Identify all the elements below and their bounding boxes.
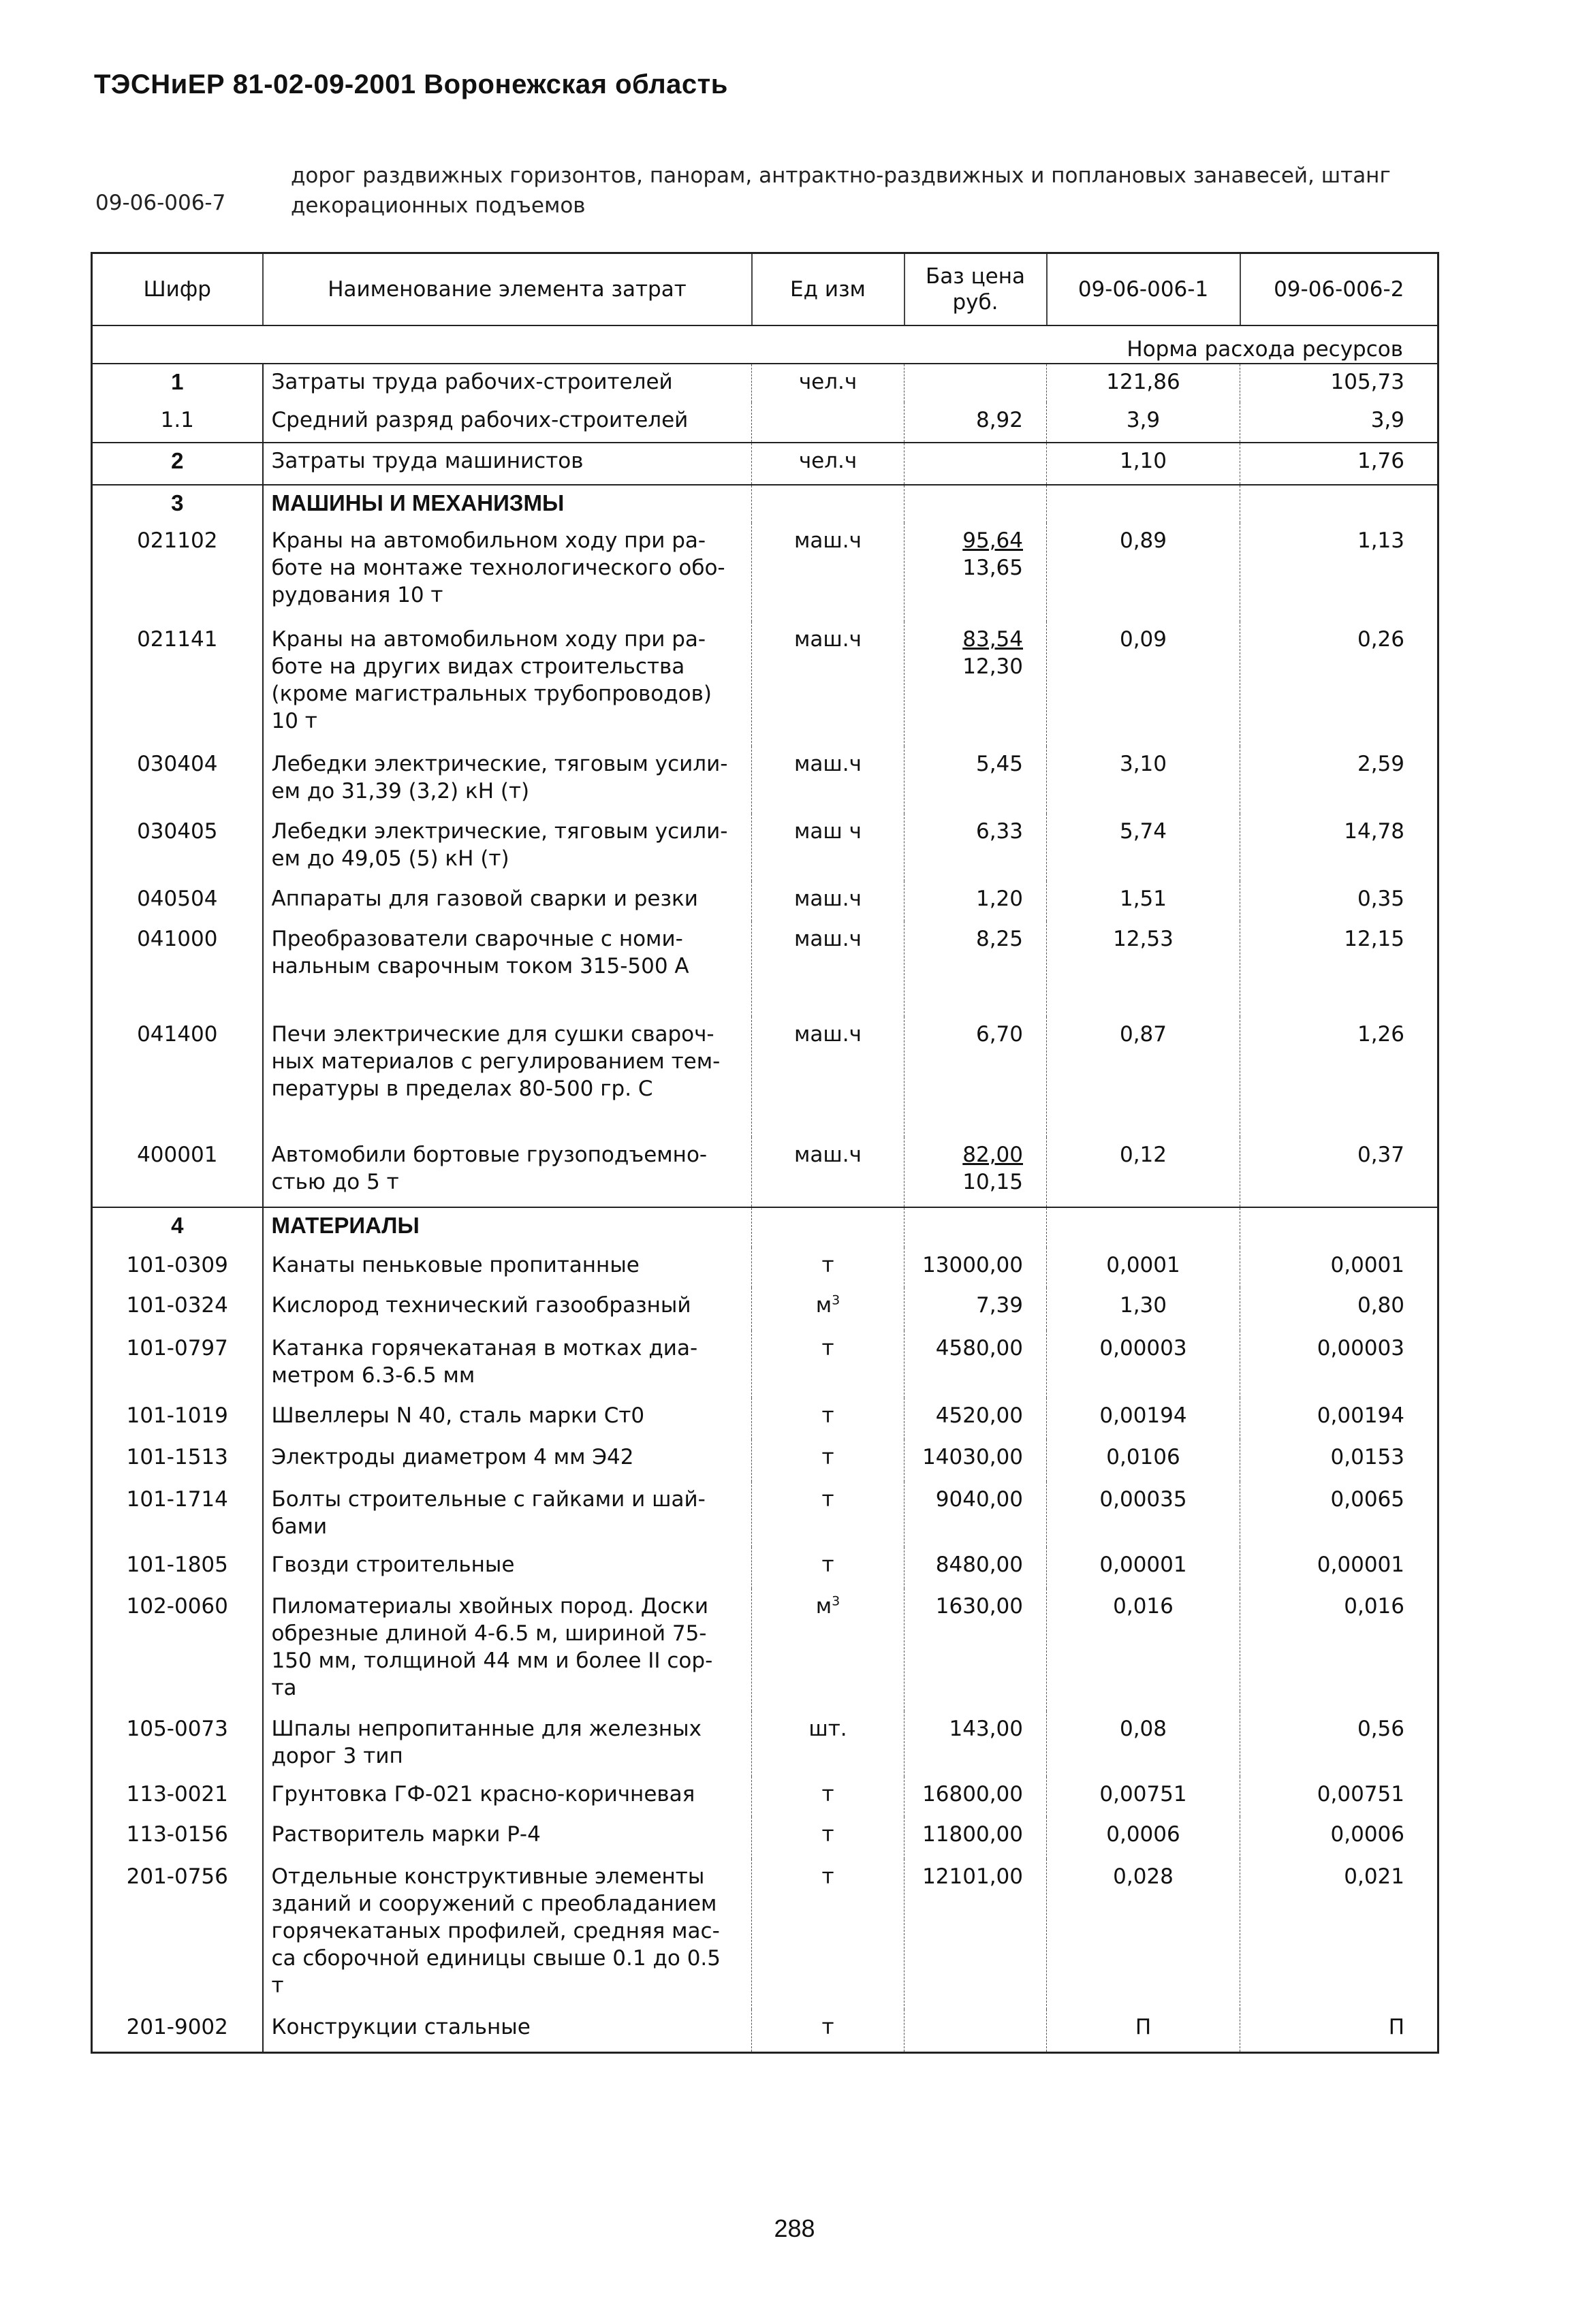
cell-name: Болты строительные с гайками и шай- бами <box>263 1482 752 1547</box>
cell-norm-1: 0,0106 <box>1047 1439 1240 1482</box>
cell-unit <box>752 1017 904 1137</box>
cell-unit-superscript: 3 <box>832 1593 840 1609</box>
cell-price <box>904 1711 1047 1777</box>
cell-price-machinist-wage: 12,30 <box>962 654 1023 679</box>
cell-price-value: 1630,00 <box>935 1594 1023 1619</box>
cell-price <box>904 814 1047 881</box>
cell-name: Швеллеры N 40, сталь марки Ст0 <box>263 1398 752 1439</box>
cell-code: 101-0309 <box>92 1247 263 1288</box>
cell-name: МАТЕРИАЛЫ <box>263 1207 752 1247</box>
cell-unit <box>752 402 904 443</box>
cell-norm-1: 0,00751 <box>1047 1777 1240 1817</box>
table-row <box>92 1817 1438 1859</box>
cell-norm-2: 0,00001 <box>1240 1547 1438 1589</box>
cell-price-value: 6,33 <box>975 819 1023 844</box>
cell-unit <box>752 485 904 523</box>
cell-unit-text: чел.ч <box>798 370 858 394</box>
cell-norm-2: 0,37 <box>1240 1137 1438 1207</box>
cell-price-value: 9040,00 <box>935 1487 1023 1512</box>
cell-code: 113-0156 <box>92 1817 263 1859</box>
cell-norm-2: 0,0065 <box>1240 1482 1438 1547</box>
cell-norm-1 <box>1047 1207 1240 1247</box>
cell-price <box>904 1288 1047 1331</box>
cell-code: 4 <box>92 1207 263 1247</box>
cell-unit <box>752 1777 904 1817</box>
cell-norm-1: 12,53 <box>1047 921 1240 1017</box>
cell-unit-text: маш ч <box>794 819 862 844</box>
cell-unit-text: маш.ч <box>794 1022 862 1047</box>
cell-norm-1: П <box>1047 2009 1240 2052</box>
cell-unit-text: маш.ч <box>794 528 862 553</box>
cell-price <box>904 2009 1047 2052</box>
table-row <box>92 523 1438 622</box>
cell-norm-2: 0,0006 <box>1240 1817 1438 1859</box>
cell-norm-1: 5,74 <box>1047 814 1240 881</box>
cell-price <box>904 1859 1047 2009</box>
column-header-norm-1: 09-06-006-1 <box>1047 253 1240 326</box>
table-row <box>92 1017 1438 1137</box>
table-row <box>92 1711 1438 1777</box>
cell-price <box>904 1207 1047 1247</box>
cell-unit <box>752 814 904 881</box>
cell-norm-1: 0,89 <box>1047 523 1240 622</box>
cell-unit <box>752 2009 904 2052</box>
cell-unit-text: т <box>821 1553 834 1577</box>
cell-norm-2: 1,26 <box>1240 1017 1438 1137</box>
cell-name: Кислород технический газообразный <box>263 1288 752 1331</box>
table-row <box>92 1331 1438 1398</box>
cell-unit-text: т <box>821 2015 834 2039</box>
cell-price <box>904 443 1047 485</box>
cell-price <box>904 364 1047 402</box>
cell-unit <box>752 881 904 921</box>
cell-norm-1: 1,30 <box>1047 1288 1240 1331</box>
cell-norm-2 <box>1240 1207 1438 1247</box>
cell-price <box>904 1398 1047 1439</box>
cell-name: Шпалы непропитанные для железных дорог 3 тип <box>263 1711 752 1777</box>
cell-code: 105-0073 <box>92 1711 263 1777</box>
page-number: 288 <box>774 2214 815 2242</box>
cell-norm-1: 0,00194 <box>1047 1398 1240 1439</box>
cell-norm-1: 0,00001 <box>1047 1547 1240 1589</box>
cell-price-value: 82,00 <box>962 1143 1023 1167</box>
cell-price <box>904 1777 1047 1817</box>
table-header-row <box>92 253 1438 326</box>
table-row <box>92 881 1438 921</box>
table-row <box>92 1859 1438 2009</box>
cell-price-value: 13000,00 <box>922 1253 1023 1277</box>
column-header-code: Шифр <box>92 253 263 326</box>
cell-unit-text: шт. <box>808 1717 847 1741</box>
cell-unit <box>752 1817 904 1859</box>
cell-price-value: 83,54 <box>962 627 1023 652</box>
cell-code: 3 <box>92 485 263 523</box>
cell-price-value: 16800,00 <box>922 1782 1023 1806</box>
cell-price-machinist-wage: 13,65 <box>962 556 1023 580</box>
table-row <box>92 814 1438 881</box>
cell-unit <box>752 1439 904 1482</box>
cell-code: 101-1019 <box>92 1398 263 1439</box>
cell-norm-1: 0,0006 <box>1047 1817 1240 1859</box>
cell-price <box>904 1017 1047 1137</box>
cell-unit-text: т <box>821 1403 834 1428</box>
cell-norm-2 <box>1240 485 1438 523</box>
cell-unit <box>752 746 904 814</box>
cell-price-value: 143,00 <box>949 1717 1023 1741</box>
cell-code: 041000 <box>92 921 263 1017</box>
cell-code: 021141 <box>92 622 263 746</box>
table-row <box>92 1482 1438 1547</box>
document-title: ТЭСНиЕР 81-02-09-2001 Воронежская область <box>94 69 728 99</box>
cell-norm-2: 0,0001 <box>1240 1247 1438 1288</box>
cell-name: Автомобили бортовые грузоподъемно- стью до 5 т <box>263 1137 752 1207</box>
cell-name: Средний разряд рабочих-строителей <box>263 402 752 443</box>
cell-norm-2: 14,78 <box>1240 814 1438 881</box>
cell-norm-1: 0,08 <box>1047 1711 1240 1777</box>
table-row <box>92 2009 1438 2052</box>
table-row <box>92 443 1438 485</box>
cell-norm-2: 0,00751 <box>1240 1777 1438 1817</box>
cell-unit <box>752 1331 904 1398</box>
column-header-norm-2: 09-06-006-2 <box>1240 253 1438 326</box>
cell-norm-1: 121,86 <box>1047 364 1240 402</box>
cell-unit-text: маш.ч <box>794 627 862 652</box>
cell-unit-text: чел.ч <box>798 449 858 473</box>
cell-price <box>904 1589 1047 1711</box>
cell-norm-1: 3,10 <box>1047 746 1240 814</box>
cell-unit <box>752 622 904 746</box>
table-row <box>92 921 1438 1017</box>
cell-code: 030404 <box>92 746 263 814</box>
cell-norm-2: 0,016 <box>1240 1589 1438 1711</box>
cell-name: Электроды диаметром 4 мм Э42 <box>263 1439 752 1482</box>
cell-norm-2: 0,56 <box>1240 1711 1438 1777</box>
cell-unit-text: т <box>821 1336 834 1360</box>
cell-price-value: 8,92 <box>975 408 1023 432</box>
cell-unit-text: маш.ч <box>794 1143 862 1167</box>
cell-norm-2: 0,35 <box>1240 881 1438 921</box>
cell-norm-1: 0,12 <box>1047 1137 1240 1207</box>
cell-price-value: 8480,00 <box>935 1553 1023 1577</box>
norm-header-row <box>92 325 1438 364</box>
cell-norm-2: 0,80 <box>1240 1288 1438 1331</box>
cell-unit <box>752 1398 904 1439</box>
cell-code: 021102 <box>92 523 263 622</box>
cell-name: МАШИНЫ И МЕХАНИЗМЫ <box>263 485 752 523</box>
cell-code: 1 <box>92 364 263 402</box>
cell-price <box>904 746 1047 814</box>
cell-name: Затраты труда машинистов <box>263 443 752 485</box>
cell-code: 041400 <box>92 1017 263 1137</box>
cell-price <box>904 622 1047 746</box>
cell-price-value: 4520,00 <box>935 1403 1023 1428</box>
cell-norm-2: 105,73 <box>1240 364 1438 402</box>
table-row <box>92 364 1438 402</box>
cell-norm-2: 12,15 <box>1240 921 1438 1017</box>
cell-name: Растворитель марки Р-4 <box>263 1817 752 1859</box>
cell-name: Гвозди строительные <box>263 1547 752 1589</box>
cell-name: Катанка горячекатаная в мотках диа- метром 6.3-6.5 мм <box>263 1331 752 1398</box>
cell-price-value: 14030,00 <box>922 1445 1023 1469</box>
cell-unit <box>752 1711 904 1777</box>
table-row <box>92 1547 1438 1589</box>
cell-norm-2: 0,0153 <box>1240 1439 1438 1482</box>
cell-name: Канаты пеньковые пропитанные <box>263 1247 752 1288</box>
cell-price-value: 4580,00 <box>935 1336 1023 1360</box>
cell-price <box>904 1547 1047 1589</box>
cell-code: 101-0324 <box>92 1288 263 1331</box>
section-code: 09-06-006-7 <box>95 191 226 215</box>
cell-unit <box>752 1859 904 2009</box>
cell-name: Отдельные конструктивные элементы зданий и сооружений с преобладанием горячекатаных профилей, средняя мас- са сборочной единицы свыше 0.1 до 0.5 т <box>263 1859 752 2009</box>
cell-name: Краны на автомобильном ходу при ра- боте на монтаже технологического обо- рудования 10 т <box>263 523 752 622</box>
cell-unit-text: т <box>821 1864 834 1889</box>
column-header-price <box>904 253 1047 326</box>
cell-name: Печи электрические для сушки свароч- ных материалов с регулированием тем- пературы в пределах 80-500 гр. С <box>263 1017 752 1137</box>
norm-header: Норма расхода ресурсов <box>92 325 1438 364</box>
table-row <box>92 485 1438 523</box>
cell-price-value: 5,45 <box>975 752 1023 776</box>
cell-price-machinist-wage: 10,15 <box>962 1170 1023 1194</box>
section-description <box>291 161 1449 221</box>
table-row <box>92 1288 1438 1331</box>
table-row <box>92 746 1438 814</box>
cell-unit <box>752 1207 904 1247</box>
cell-unit-text: м <box>815 1293 832 1318</box>
cell-norm-1: 0,0001 <box>1047 1247 1240 1288</box>
cell-norm-1: 0,87 <box>1047 1017 1240 1137</box>
cell-price <box>904 1439 1047 1482</box>
table-row <box>92 622 1438 746</box>
cell-norm-1: 0,016 <box>1047 1589 1240 1711</box>
cell-price <box>904 1482 1047 1547</box>
cell-name: Краны на автомобильном ходу при ра- боте на других видах строительства (кроме магистральных трубопроводов) 10 т <box>263 622 752 746</box>
table-row <box>92 1247 1438 1288</box>
column-header-price-line2: руб. <box>952 290 998 315</box>
cell-name: Лебедки электрические, тяговым усили- ем до 49,05 (5) кН (т) <box>263 814 752 881</box>
cell-unit <box>752 1137 904 1207</box>
cell-unit-text: маш.ч <box>794 927 862 951</box>
cell-norm-2: 0,021 <box>1240 1859 1438 2009</box>
cell-norm-2: П <box>1240 2009 1438 2052</box>
cell-price-value: 1,20 <box>975 887 1023 911</box>
cell-name: Преобразователи сварочные с номи- нальным сварочным током 315-500 А <box>263 921 752 1017</box>
cell-price-value: 12101,00 <box>922 1864 1023 1889</box>
cell-norm-1: 1,10 <box>1047 443 1240 485</box>
cell-price-value: 8,25 <box>975 927 1023 951</box>
cell-price-value: 7,39 <box>975 1293 1023 1318</box>
cell-code: 201-0756 <box>92 1859 263 2009</box>
cell-name: Затраты труда рабочих-строителей <box>263 364 752 402</box>
cell-unit-text: т <box>821 1487 834 1512</box>
cell-unit-text: т <box>821 1253 834 1277</box>
column-header-name: Наименование элемента затрат <box>263 253 752 326</box>
cell-unit <box>752 1482 904 1547</box>
cell-price <box>904 1247 1047 1288</box>
cell-norm-2: 0,26 <box>1240 622 1438 746</box>
cell-code: 101-1513 <box>92 1439 263 1482</box>
cell-code: 102-0060 <box>92 1589 263 1711</box>
cell-unit <box>752 364 904 402</box>
cell-code: 101-1714 <box>92 1482 263 1547</box>
cell-price <box>904 1137 1047 1207</box>
section-description-line: дорог раздвижных горизонтов, панорам, антрактно-раздвижных и поплановых занавесей, штанг <box>291 163 1391 188</box>
cell-code: 040504 <box>92 881 263 921</box>
cell-norm-1: 1,51 <box>1047 881 1240 921</box>
cell-unit <box>752 921 904 1017</box>
cell-name: Лебедки электрические, тяговым усили- ем до 31,39 (3,2) кН (т) <box>263 746 752 814</box>
column-header-unit: Ед изм <box>752 253 904 326</box>
cell-norm-1: 0,00035 <box>1047 1482 1240 1547</box>
cell-unit <box>752 523 904 622</box>
cell-norm-2: 0,00194 <box>1240 1398 1438 1439</box>
cell-code: 113-0021 <box>92 1777 263 1817</box>
cell-code: 400001 <box>92 1137 263 1207</box>
cell-norm-2: 3,9 <box>1240 402 1438 443</box>
cell-name: Грунтовка ГФ-021 красно-коричневая <box>263 1777 752 1817</box>
cell-price <box>904 1331 1047 1398</box>
table-row <box>92 1137 1438 1207</box>
cell-price-value: 6,70 <box>975 1022 1023 1047</box>
cell-code: 2 <box>92 443 263 485</box>
cell-unit-text: маш.ч <box>794 752 862 776</box>
cell-unit-superscript: 3 <box>832 1292 840 1308</box>
cell-norm-1: 0,09 <box>1047 622 1240 746</box>
table-row <box>92 402 1438 443</box>
cell-price <box>904 881 1047 921</box>
cell-code: 101-0797 <box>92 1331 263 1398</box>
cell-name: Конструкции стальные <box>263 2009 752 2052</box>
cell-norm-2: 0,00003 <box>1240 1331 1438 1398</box>
cell-code: 201-9002 <box>92 2009 263 2052</box>
cell-code: 030405 <box>92 814 263 881</box>
cell-unit-text: т <box>821 1445 834 1469</box>
cell-norm-1 <box>1047 485 1240 523</box>
cell-unit-text: т <box>821 1782 834 1806</box>
cell-price-value: 95,64 <box>962 528 1023 553</box>
cell-norm-2: 1,76 <box>1240 443 1438 485</box>
cell-norm-1: 3,9 <box>1047 402 1240 443</box>
cell-price-value: 11800,00 <box>922 1822 1023 1847</box>
cell-unit-text: м <box>815 1594 832 1619</box>
table-row <box>92 1207 1438 1247</box>
cell-unit-text: т <box>821 1822 834 1847</box>
cell-name: Аппараты для газовой сварки и резки <box>263 881 752 921</box>
table-row <box>92 1398 1438 1439</box>
cell-unit-text: маш.ч <box>794 887 862 911</box>
cell-price <box>904 523 1047 622</box>
cell-price <box>904 402 1047 443</box>
cell-norm-2: 2,59 <box>1240 746 1438 814</box>
cell-unit <box>752 1247 904 1288</box>
cell-norm-1: 0,00003 <box>1047 1331 1240 1398</box>
cell-price <box>904 485 1047 523</box>
table-row <box>92 1589 1438 1711</box>
column-header-price-line1: Баз цена <box>925 264 1026 289</box>
table-row <box>92 1777 1438 1817</box>
cell-norm-2: 1,13 <box>1240 523 1438 622</box>
cell-code: 101-1805 <box>92 1547 263 1589</box>
cell-name: Пиломатериалы хвойных пород. Доски обрезные длиной 4-6.5 м, шириной 75- 150 мм, толщиной 44 мм и более II сор- та <box>263 1589 752 1711</box>
section-description-line: декорационных подъемов <box>291 193 586 218</box>
cell-norm-1: 0,028 <box>1047 1859 1240 2009</box>
resource-table <box>91 252 1439 2054</box>
cell-unit <box>752 1288 904 1331</box>
cell-unit <box>752 1547 904 1589</box>
cell-code: 1.1 <box>92 402 263 443</box>
cell-price <box>904 921 1047 1017</box>
cell-price <box>904 1817 1047 1859</box>
cell-unit <box>752 443 904 485</box>
table-row <box>92 1439 1438 1482</box>
cell-unit <box>752 1589 904 1711</box>
